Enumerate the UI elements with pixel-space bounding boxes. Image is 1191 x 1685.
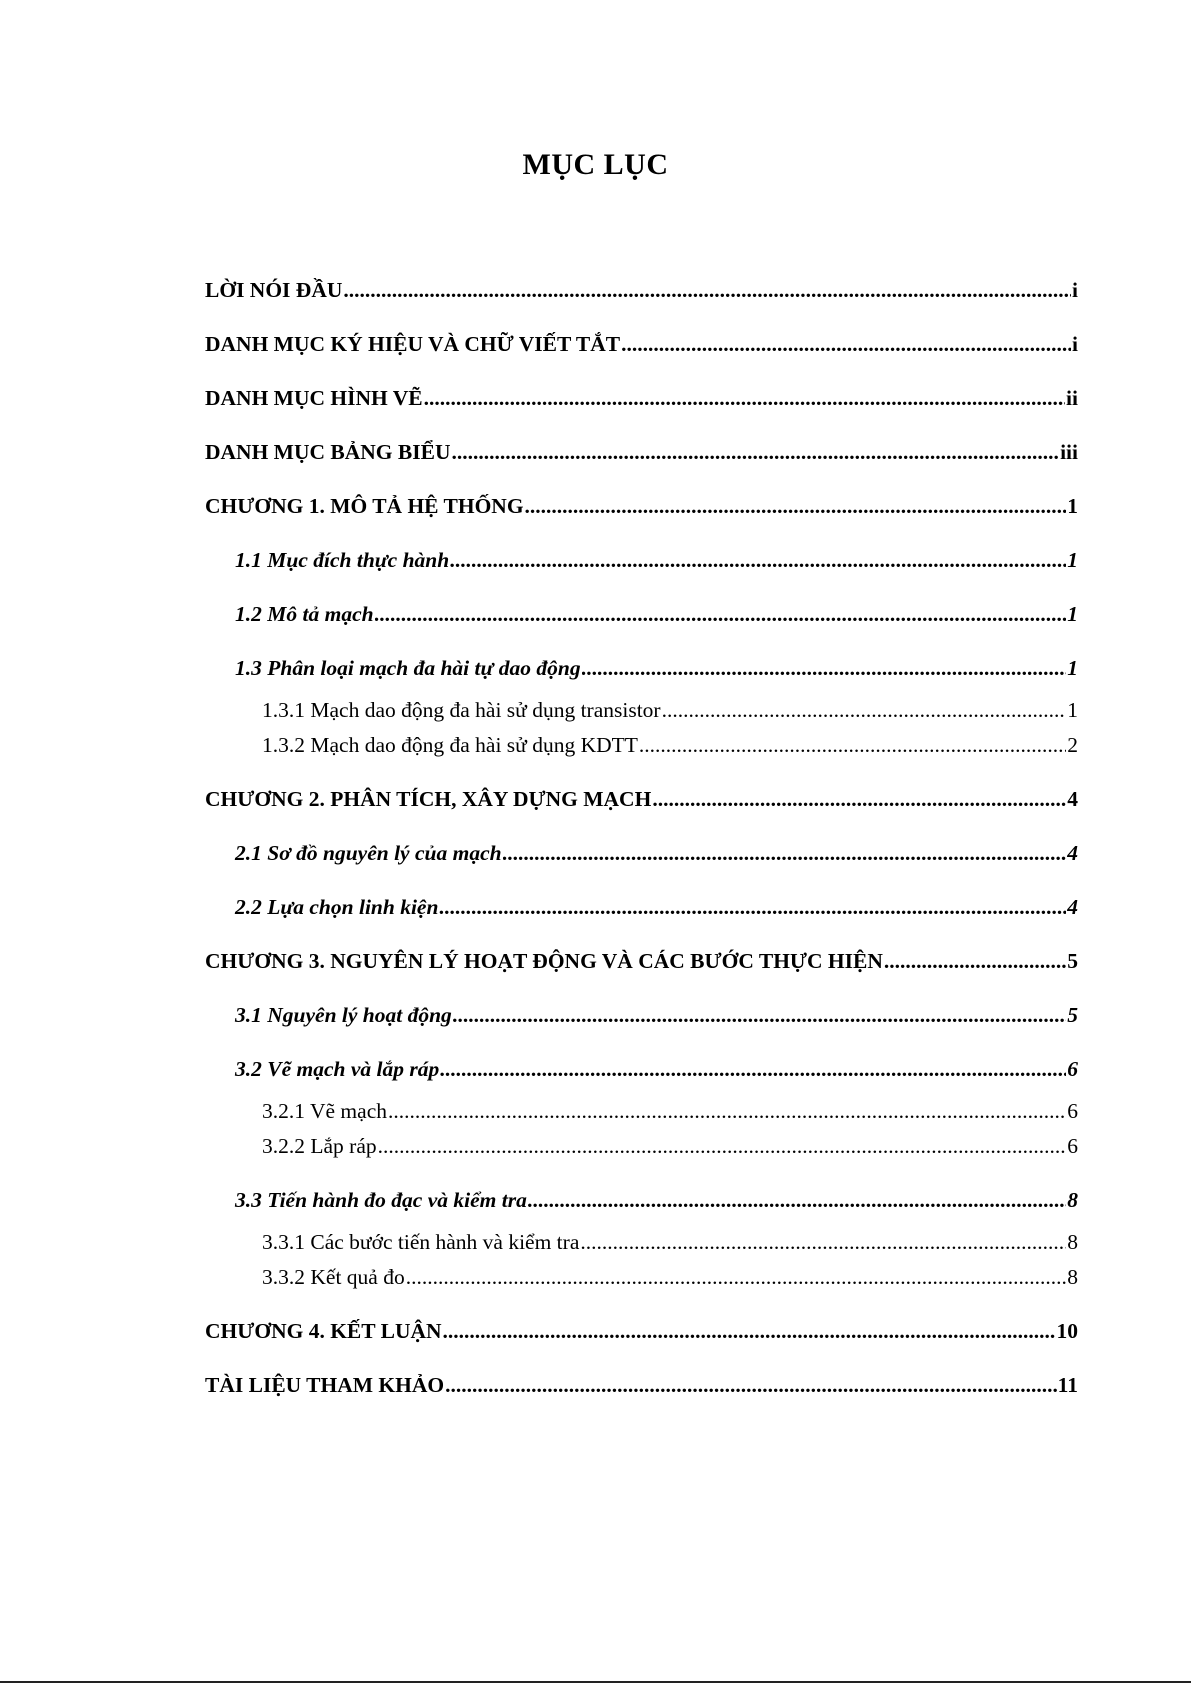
toc-entry-page: 8 — [1067, 1265, 1078, 1289]
dot-leader — [582, 658, 1067, 680]
toc-entry-label: CHƯƠNG 1. MÔ TẢ HỆ THỐNG — [205, 494, 524, 518]
toc-entry[interactable] — [262, 1136, 1078, 1158]
dot-leader — [621, 334, 1071, 356]
dot-leader — [443, 1321, 1056, 1343]
toc-entry[interactable] — [262, 1267, 1078, 1289]
dot-leader — [662, 700, 1067, 722]
toc-entry[interactable] — [262, 1101, 1078, 1123]
toc-entry-label: 2.2 Lựa chọn linh kiện — [235, 895, 439, 919]
toc-entry-page: 2 — [1067, 733, 1078, 757]
toc-entry-page: 1 — [1067, 602, 1078, 626]
toc-entry[interactable] — [205, 442, 1078, 464]
dot-leader — [580, 1232, 1066, 1254]
toc-entry[interactable] — [235, 843, 1078, 865]
toc-entry[interactable] — [205, 1375, 1078, 1397]
dot-leader — [652, 789, 1066, 811]
toc-entry[interactable] — [205, 1321, 1078, 1343]
toc-entry-page: 5 — [1067, 1003, 1078, 1027]
toc-entry-label: 3.2.1 Vẽ mạch — [262, 1099, 387, 1123]
dot-leader — [453, 1005, 1066, 1027]
toc-entry-page: 4 — [1067, 895, 1078, 919]
toc-entry[interactable] — [205, 496, 1078, 518]
toc-entry[interactable] — [262, 735, 1078, 757]
toc-entry-label: DANH MỤC KÝ HIỆU VÀ CHỮ VIẾT TẮT — [205, 332, 621, 356]
toc-entry[interactable] — [205, 789, 1078, 811]
toc-entry-page: 8 — [1067, 1188, 1078, 1212]
toc-entry-page: i — [1072, 278, 1078, 302]
dot-leader — [884, 951, 1066, 973]
toc-entry-page: 5 — [1067, 949, 1078, 973]
toc-entry-page: 6 — [1067, 1057, 1078, 1081]
toc-entry-label: CHƯƠNG 3. NGUYÊN LÝ HOẠT ĐỘNG VÀ CÁC BƯỚC THỰC HIỆN — [205, 949, 883, 973]
toc-entry-label: 1.3.2 Mạch dao động đa hài sử dụng KDTT — [262, 733, 638, 757]
toc-entry-page: ii — [1066, 386, 1078, 410]
toc-entry-label: 3.3.2 Kết quả đo — [262, 1265, 405, 1289]
toc-entry[interactable] — [235, 604, 1078, 626]
toc-entry-page: 4 — [1067, 841, 1078, 865]
page-bottom-border — [0, 1681, 1191, 1683]
dot-leader — [445, 1375, 1057, 1397]
dot-leader — [378, 1136, 1067, 1158]
toc-entry-label: LỜI NÓI ĐẦU — [205, 278, 343, 302]
toc-entry-page: 10 — [1056, 1319, 1078, 1343]
toc-entry[interactable] — [235, 550, 1078, 572]
toc-entry-label: DANH MỤC BẢNG BIỂU — [205, 440, 451, 464]
dot-leader — [440, 1059, 1066, 1081]
dot-leader — [439, 897, 1066, 919]
dot-leader — [343, 280, 1071, 302]
dot-leader — [528, 1190, 1066, 1212]
toc-entry-label: 3.3 Tiến hành đo đạc và kiểm tra — [235, 1188, 527, 1212]
toc-entry-page: 11 — [1057, 1373, 1078, 1397]
dot-leader — [375, 604, 1067, 626]
toc-entry[interactable] — [235, 1005, 1078, 1027]
toc-entry-page: iii — [1060, 440, 1078, 464]
toc-entry-page: 6 — [1067, 1134, 1078, 1158]
toc-entry-label: TÀI LIỆU THAM KHẢO — [205, 1373, 445, 1397]
dot-leader — [424, 388, 1065, 410]
toc-entry-page: 6 — [1067, 1099, 1078, 1123]
toc-entry[interactable] — [205, 280, 1078, 302]
toc-entry-label: 1.1 Mục đích thực hành — [235, 548, 450, 572]
toc-entry[interactable] — [235, 897, 1078, 919]
toc-entry[interactable] — [205, 334, 1078, 356]
toc-entry-label: CHƯƠNG 4. KẾT LUẬN — [205, 1319, 442, 1343]
dot-leader — [525, 496, 1067, 518]
toc-entry-page: 8 — [1067, 1230, 1078, 1254]
dot-leader — [388, 1101, 1066, 1123]
toc-entry[interactable] — [205, 951, 1078, 973]
toc-entry-page: 1 — [1067, 698, 1078, 722]
toc-entry-page: 1 — [1067, 656, 1078, 680]
toc-entry-label: DANH MỤC HÌNH VẼ — [205, 386, 423, 410]
toc-entry-label: 1.3.1 Mạch dao động đa hài sử dụng transistor — [262, 698, 661, 722]
toc-entry[interactable] — [262, 700, 1078, 722]
toc-entry-label: CHƯƠNG 2. PHÂN TÍCH, XÂY DỰNG MẠCH — [205, 787, 652, 811]
toc-entry-page: 1 — [1067, 494, 1078, 518]
toc-entry[interactable] — [235, 658, 1078, 680]
dot-leader — [503, 843, 1067, 865]
toc-entry-page: 4 — [1067, 787, 1078, 811]
toc-entry-label: 1.2 Mô tả mạch — [235, 602, 374, 626]
toc-entry-label: 3.1 Nguyên lý hoạt động — [235, 1003, 452, 1027]
toc-entry-label: 3.3.1 Các bước tiến hành và kiểm tra — [262, 1230, 580, 1254]
dot-leader — [406, 1267, 1067, 1289]
toc-entry-label: 1.3 Phân loại mạch đa hài tự dao động — [235, 656, 581, 680]
toc-entry[interactable] — [262, 1232, 1078, 1254]
toc-entry-label: 3.2 Vẽ mạch và lắp ráp — [235, 1057, 440, 1081]
page-title: MỤC LỤC — [522, 148, 669, 181]
dot-leader — [450, 550, 1066, 572]
toc-entry-label: 3.2.2 Lắp ráp — [262, 1134, 377, 1158]
dot-leader — [451, 442, 1059, 464]
toc-entry[interactable] — [235, 1059, 1078, 1081]
toc-entry[interactable] — [235, 1190, 1078, 1212]
dot-leader — [639, 735, 1066, 757]
toc-entry-page: 1 — [1067, 548, 1078, 572]
toc-entry[interactable] — [205, 388, 1078, 410]
toc-entry-label: 2.1 Sơ đồ nguyên lý của mạch — [235, 841, 502, 865]
toc-entry-page: i — [1072, 332, 1078, 356]
